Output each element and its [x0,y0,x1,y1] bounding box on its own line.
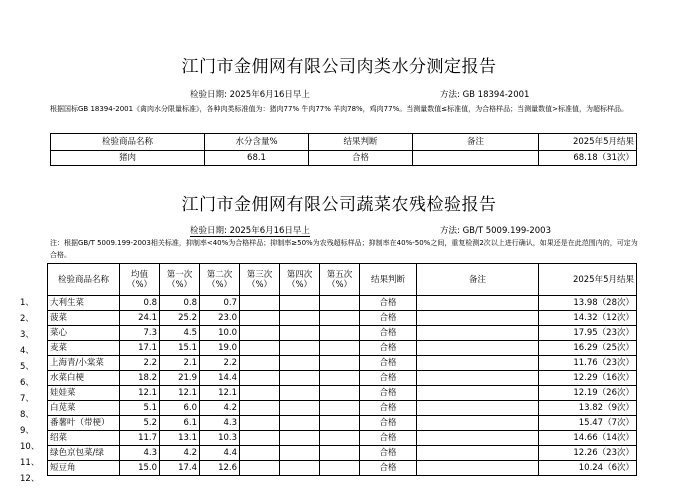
table-row [48,356,637,371]
may-result-cell: 14.66（14次） [539,431,637,446]
table-row [48,461,637,476]
test-3-value [240,371,280,386]
header-result: 结果判断 [360,264,417,296]
test-3-value [240,401,280,416]
row-number: 4、 [20,346,34,356]
may-result-cell: 68.18（31次） [539,151,637,166]
test-1-value: 13.1 [160,431,200,446]
product-name: 猪肉 [51,151,205,166]
test-1-value: 21.9 [160,371,200,386]
result-cell: 合格 [360,386,417,401]
table-row [48,371,637,386]
test-2-value: 23.0 [200,311,240,326]
remark-cell [417,386,539,401]
header-may-result: 2025年5月结果 [539,264,637,296]
remark-cell [417,326,539,341]
header-may-result: 2025年5月结果 [539,134,637,151]
test-5-value [320,371,360,386]
test-5-value [320,461,360,476]
test-4-value [280,386,320,401]
row-number: 8、 [20,410,34,420]
may-result-cell: 12.26（23次） [539,446,637,461]
test-3-value [240,341,280,356]
may-result-cell: 11.76（23次） [539,356,637,371]
test-5-value [320,311,360,326]
row-number: 9、 [20,426,34,436]
may-result-cell: 12.19（26次） [539,386,637,401]
meat-test-method: 方法: GB 18394-2001 [440,90,530,100]
table-row [48,296,637,311]
remark-cell [417,341,539,356]
moisture-value: 68.1 [205,151,309,166]
result-cell: 合格 [360,416,417,431]
test-5-value [320,386,360,401]
product-name: 番薯叶（带梗） [48,416,120,431]
result-cell: 合格 [360,356,417,371]
may-result-cell: 10.24（6次） [539,461,637,476]
may-result-cell: 13.82（9次） [539,401,637,416]
result-cell: 合格 [309,151,413,166]
remark-cell [417,311,539,326]
header-test-5: 第五次（%） [320,264,360,296]
test-2-value: 4.3 [200,416,240,431]
test-3-value [240,311,280,326]
average-value: 18.2 [120,371,160,386]
row-number: 5、 [20,362,34,372]
header-product-name: 检验商品名称 [51,134,205,151]
test-2-value: 19.0 [200,341,240,356]
test-2-value: 10.0 [200,326,240,341]
header-remark: 备注 [417,264,539,296]
product-name: 绿色京包菜/绿 [48,446,120,461]
test-4-value [280,416,320,431]
row-number: 1、 [20,298,34,308]
remark-cell [417,371,539,386]
average-value: 7.3 [120,326,160,341]
test-2-value: 2.2 [200,356,240,371]
remark-cell [417,296,539,311]
header-product-name: 检验商品名称 [48,264,120,296]
may-result-cell: 16.29（25次） [539,341,637,356]
header-test-2: 第二次（%） [200,264,240,296]
may-result-cell: 14.32（12次） [539,311,637,326]
test-3-value [240,446,280,461]
header-moisture: 水分含量% [205,134,309,151]
test-4-value [280,401,320,416]
may-result-cell: 12.29（16次） [539,371,637,386]
row-number: 10、 [20,442,40,452]
average-value: 11.7 [120,431,160,446]
test-5-value [320,446,360,461]
table-row [48,416,637,431]
test-1-value: 25.2 [160,311,200,326]
test-2-value: 4.4 [200,446,240,461]
row-number: 7、 [20,394,34,404]
veg-test-date: 检验日期: 2025年6月16日早上 [190,226,310,236]
average-value: 24.1 [120,311,160,326]
meat-standard-note: 根据国标GB 18394-2001《禽肉水分限量标准》，各种肉类标准值为：猪肉77% 牛肉77% 羊肉78%，鸡肉77%。当测量数值≤标准值，为合格样品；当测量数值>标准值，为超标样品。 [50,105,628,113]
meat-report-title: 江门市金佣网有限公司肉类水分测定报告 [181,57,497,77]
test-2-value: 10.3 [200,431,240,446]
remark-cell [417,416,539,431]
test-3-value [240,296,280,311]
product-name: 水菜白梗 [48,371,120,386]
average-value: 5.2 [120,416,160,431]
remark-cell [417,356,539,371]
test-4-value [280,371,320,386]
table-row [48,446,637,461]
test-1-value: 4.2 [160,446,200,461]
table-row [48,341,637,356]
average-value: 2.2 [120,356,160,371]
test-4-value [280,311,320,326]
test-3-value [240,386,280,401]
veg-results-table [47,263,637,476]
meat-table-header [51,134,637,151]
test-5-value [320,431,360,446]
test-4-value [280,461,320,476]
remark-cell [417,446,539,461]
remark-cell [417,431,539,446]
may-result-cell: 15.47（7次） [539,416,637,431]
result-cell: 合格 [360,371,417,386]
result-cell: 合格 [360,296,417,311]
row-number: 3、 [20,330,34,340]
header-remark: 备注 [413,134,539,151]
test-1-value: 2.1 [160,356,200,371]
test-2-value: 14.4 [200,371,240,386]
test-3-value [240,356,280,371]
product-name: 短豆角 [48,461,120,476]
result-cell: 合格 [360,311,417,326]
row-number: 2、 [20,314,34,324]
meat-results-table [50,133,637,166]
may-result-cell: 13.98（28次） [539,296,637,311]
row-number: 11、 [20,458,40,468]
header-average: 均值（%） [120,264,160,296]
test-4-value [280,341,320,356]
product-name: 白苋菜 [48,401,120,416]
test-2-value: 12.6 [200,461,240,476]
table-row [48,386,637,401]
header-test-4: 第四次（%） [280,264,320,296]
veg-test-method: 方法: GB/T 5009.199-2003 [440,226,551,236]
meat-test-date: 检验日期: 2025年6月16日早上 [190,90,310,100]
test-1-value: 17.4 [160,461,200,476]
result-cell: 合格 [360,401,417,416]
test-5-value [320,326,360,341]
may-result-cell: 17.95（23次） [539,326,637,341]
result-cell: 合格 [360,341,417,356]
test-5-value [320,296,360,311]
test-5-value [320,356,360,371]
test-5-value [320,341,360,356]
test-1-value: 12.1 [160,386,200,401]
product-name: 大利生菜 [48,296,120,311]
test-3-value [240,326,280,341]
average-value: 12.1 [120,386,160,401]
test-5-value [320,401,360,416]
row-number: 12、 [20,474,40,484]
average-value: 4.3 [120,446,160,461]
table-row [48,326,637,341]
header-test-1: 第一次（%） [160,264,200,296]
product-name: 菠菜 [48,311,120,326]
test-4-value [280,356,320,371]
test-1-value: 15.1 [160,341,200,356]
result-cell: 合格 [360,431,417,446]
header-test-3: 第三次（%） [240,264,280,296]
test-4-value [280,296,320,311]
result-cell: 合格 [360,326,417,341]
remark-cell [413,151,539,166]
test-1-value: 0.8 [160,296,200,311]
table-row [51,151,637,166]
test-2-value: 0.7 [200,296,240,311]
test-1-value: 4.5 [160,326,200,341]
test-4-value [280,446,320,461]
average-value: 17.1 [120,341,160,356]
table-row [48,431,637,446]
veg-report-title: 江门市金佣网有限公司蔬菜农残检验报告 [181,195,497,215]
average-value: 5.1 [120,401,160,416]
table-row [48,401,637,416]
veg-table-header [48,264,637,296]
test-1-value: 6.0 [160,401,200,416]
test-1-value: 6.1 [160,416,200,431]
average-value: 0.8 [120,296,160,311]
remark-cell [417,401,539,416]
result-cell: 合格 [360,446,417,461]
test-3-value [240,416,280,431]
average-value: 15.0 [120,461,160,476]
test-3-value [240,461,280,476]
product-name: 上海青/小棠菜 [48,356,120,371]
product-name: 菜心 [48,326,120,341]
row-number: 6、 [20,378,34,388]
product-name: 绍菜 [48,431,120,446]
test-4-value [280,431,320,446]
table-row [48,311,637,326]
header-result: 结果判断 [309,134,413,151]
test-2-value: 12.1 [200,386,240,401]
test-5-value [320,416,360,431]
product-name: 麦菜 [48,341,120,356]
veg-standard-note: 注：根据GB/T 5009.199-2003相关标准，抑制率<40%为合格样品；抑制率≥50%为农残超标样品；抑制率在40%-50%之间，重复检测2次以上进行确认，如果还是在此范围内的，可定为合格。 [50,239,638,259]
remark-cell [417,461,539,476]
product-name: 娃娃菜 [48,386,120,401]
test-3-value [240,431,280,446]
test-2-value: 4.2 [200,401,240,416]
test-4-value [280,326,320,341]
result-cell: 合格 [360,461,417,476]
